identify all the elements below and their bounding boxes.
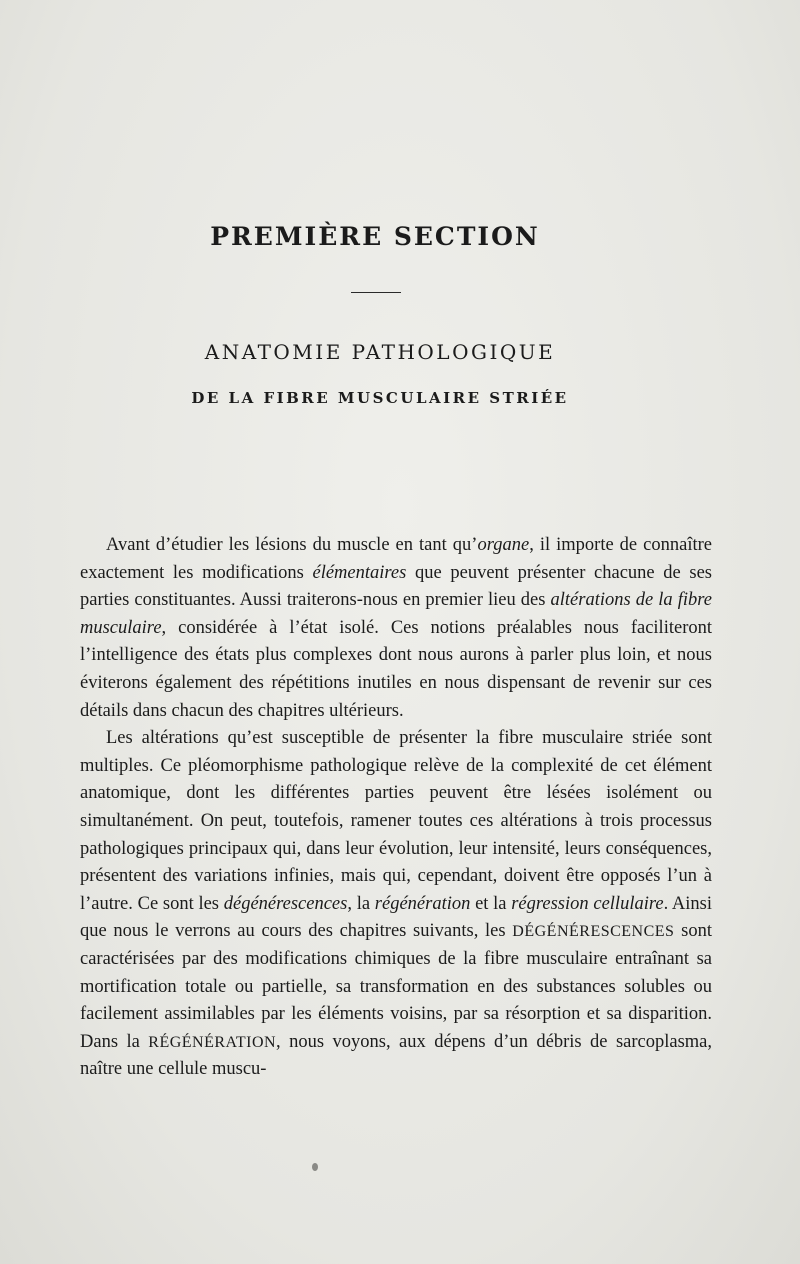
text-run: Les altérations qu’est susceptible de présenter la fibre musculaire striée sont multiples. Ce pléomorphisme pathologique relève de la complexité de cet élément anatomique, dont les différentes parties peuvent être lésées isolément ou simultanément. On peut, toutefois, ramener toutes ces altérations à trois processus pathologiques principaux qui, dans leur évolution, leur intensité, leurs conséquences, présentent des variations infinies, mais qui, cependant, doivent être opposés l’un à l’autre. Ce sont les — [80, 728, 712, 914]
italic-run: régression cellulaire — [511, 893, 664, 914]
italic-run: dégénérescences — [223, 893, 348, 914]
small-caps-run: RÉGÉNÉRATION — [148, 1033, 277, 1051]
paragraph-2 — [80, 725, 712, 1084]
italic-run: altérations de la fibre musculaire — [80, 590, 712, 638]
chapter-title: ANATOMIE PATHOLOGIQUE — [204, 340, 556, 364]
text-run: , nous voyons, aux dépens d’un débris de sarcoplasma, naître une cellule muscu- — [80, 1031, 713, 1080]
text-run: sont caractérisées par des modifications chimiques de la fibre musculaire entraînant sa mortification totale ou partielle, sa transformation en des substances solubles ou facilement assimilables par les éléments voisins, par sa résorption et sa disparition. Dans la — [80, 921, 712, 1052]
italic-run: organe — [477, 535, 530, 555]
paragraph-1 — [80, 532, 712, 725]
italic-run: régénération — [374, 893, 471, 914]
text-run: , considérée à l’état isolé. Ces notions préalables nous faciliteront l’intelligence des états plus complexes dont nous aurons à parler plus loin, et nous éviterons également des répétitions inutiles en nous dispensant de revenir sur ces détails dans chacun des chapitres ultérieurs. — [80, 617, 712, 721]
text-run: Avant d’étudier les lésions du muscle en tant qu’ — [106, 535, 478, 555]
title-divider — [351, 292, 401, 293]
body-text — [80, 532, 712, 1084]
section-title: PREMIÈRE SECTION — [210, 222, 540, 251]
chapter-subtitle: DE LA FIBRE MUSCULAIRE STRIÉE — [191, 389, 569, 407]
italic-run: élémentaires — [312, 562, 407, 583]
text-run: , il importe de connaître exactement les modifications — [80, 535, 712, 583]
text-run: et la — [470, 893, 512, 914]
small-caps-run: DÉGÉNÉRESCENCES — [512, 923, 675, 941]
ink-speck — [312, 1163, 318, 1171]
text-run: que peuvent présenter chacune de ses parties constituantes. Aussi traiterons-nous en premier lieu des — [80, 562, 712, 611]
text-run: . Ainsi que nous le verrons au cours des chapitres suivants, les — [80, 893, 712, 942]
text-run: , la — [347, 893, 375, 914]
